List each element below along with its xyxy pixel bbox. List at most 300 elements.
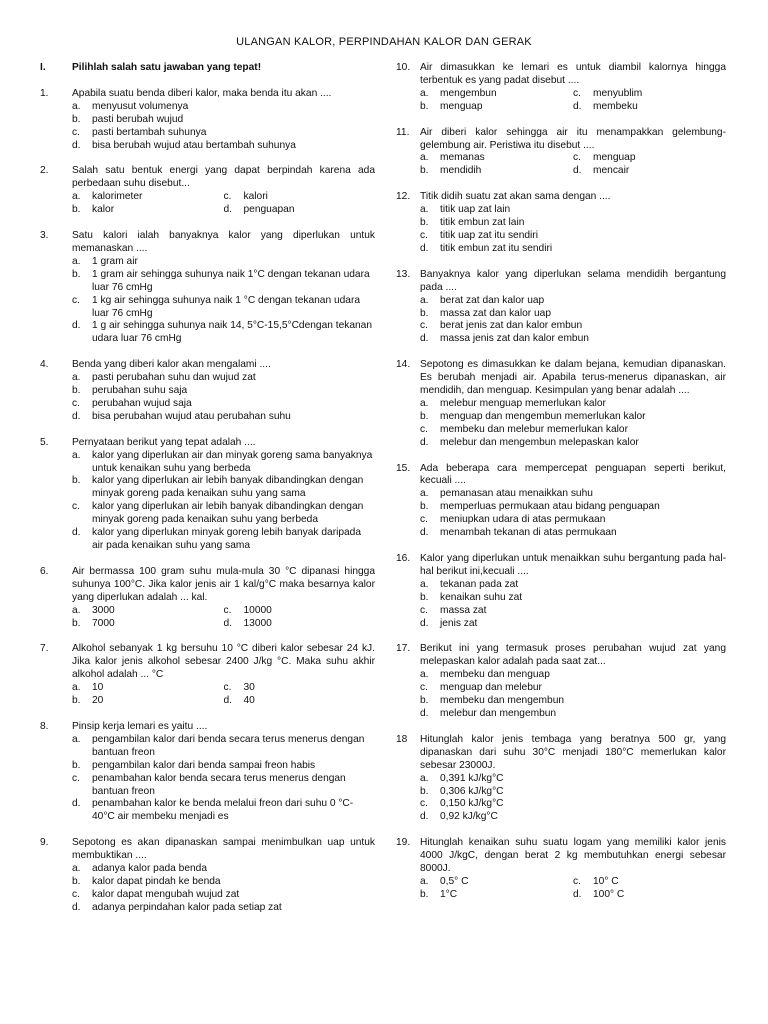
option-letter: c. — [223, 191, 232, 203]
option-list — [396, 295, 726, 347]
question — [40, 566, 375, 631]
right-question-list — [396, 62, 726, 902]
question-number: 7. — [40, 643, 49, 655]
option-letter: d. — [72, 320, 81, 332]
option — [420, 695, 726, 708]
question-number: 9. — [40, 837, 49, 849]
question — [396, 269, 726, 346]
question-row — [40, 721, 375, 734]
option-row — [72, 605, 375, 618]
question — [396, 837, 726, 902]
option-list — [40, 734, 375, 824]
option — [573, 101, 726, 114]
option-text: kalori — [243, 191, 268, 203]
question — [40, 88, 375, 153]
question-text: Banyaknya kalor yang diperlukan selama mendidih bergantung pada .... — [420, 268, 726, 293]
question-row — [396, 837, 726, 876]
option-letter: a. — [420, 294, 429, 306]
option — [420, 488, 726, 501]
option-text: 1 gram air sehingga suhunya naik 1°C dengan tekanan udara luar 76 cmHg — [92, 268, 370, 293]
option-text: kalor yang diperlukan air lebih banyak dibandingkan dengan minyak goreng pada kenaikan suhu yang berbeda — [92, 501, 364, 526]
option — [72, 269, 375, 295]
question — [396, 62, 726, 114]
option-letter: b. — [420, 307, 429, 319]
question — [40, 643, 375, 708]
option — [420, 424, 726, 437]
option-letter: c. — [72, 397, 80, 409]
question-row — [40, 837, 375, 863]
option-text: berat jenis zat dan kalor embun — [440, 320, 583, 332]
option-text: 10° C — [593, 875, 619, 887]
option-letter: d. — [223, 695, 232, 707]
option-text: 0,391 kJ/kg°C — [440, 772, 504, 784]
option — [573, 152, 726, 165]
option-text: menguap — [440, 100, 483, 112]
option-letter: a. — [72, 733, 81, 745]
option-letter: d. — [223, 617, 232, 629]
option-letter: d. — [72, 798, 81, 810]
option — [573, 889, 726, 902]
option-text: 40 — [243, 695, 255, 707]
option-letter: c. — [223, 682, 232, 694]
option-list — [40, 863, 375, 915]
option-text: menguap dan mengembun memerlukan kalor — [440, 410, 646, 422]
option-text: melebur menguap memerlukan kalor — [440, 397, 606, 409]
option-letter: c. — [420, 514, 428, 526]
question-row — [396, 191, 726, 204]
option-letter: b. — [420, 695, 429, 707]
option-letter: b. — [420, 501, 429, 513]
option-text: meniupkan udara di atas permukaan — [440, 514, 606, 526]
option — [420, 811, 726, 824]
option-letter: b. — [420, 591, 429, 603]
option-letter: c. — [573, 87, 581, 99]
option-letter: d. — [72, 901, 81, 913]
option-text: membeku dan menguap — [440, 669, 550, 681]
question-row — [40, 165, 375, 191]
option-letter: d. — [223, 204, 232, 216]
option-letter: b. — [420, 410, 429, 422]
option-text: 0,150 kJ/kg°C — [440, 798, 504, 810]
left-column — [40, 62, 375, 928]
option — [72, 385, 375, 398]
option-text: perubahan wujud saja — [92, 397, 192, 409]
option — [420, 592, 726, 605]
option — [72, 773, 375, 799]
option-text: kalor dapat mengubah wujud zat — [92, 888, 240, 900]
option-letter: c. — [223, 604, 232, 616]
option — [224, 191, 376, 204]
option — [420, 514, 726, 527]
question-text: Salah satu bentuk energi yang dapat berpindah karena ada perbedaan suhu disebut... — [72, 165, 375, 190]
option-text: 0,306 kJ/kg°C — [440, 785, 504, 797]
option — [420, 618, 726, 631]
option-text: kalorimeter — [92, 191, 143, 203]
option — [420, 889, 573, 902]
instruction-number: I. — [40, 62, 46, 73]
option-list — [40, 682, 375, 708]
option-row — [72, 618, 375, 631]
option-letter: d. — [72, 139, 81, 151]
option-list — [396, 773, 726, 825]
question — [40, 165, 375, 217]
option — [224, 618, 376, 631]
question-row — [396, 463, 726, 489]
option-letter: b. — [72, 759, 81, 771]
option — [420, 204, 726, 217]
option-letter: a. — [72, 255, 81, 267]
question — [396, 463, 726, 540]
option-list — [40, 372, 375, 424]
option — [72, 605, 224, 618]
option-text: mencair — [593, 165, 630, 177]
option — [72, 450, 375, 476]
option — [224, 682, 376, 695]
option — [420, 165, 573, 178]
option-text: 10 — [92, 682, 104, 694]
question-text: Benda yang diberi kalor akan mengalami .... — [72, 359, 271, 371]
option-letter: a. — [420, 875, 429, 887]
option-text: massa zat — [440, 604, 487, 616]
option-text: titik embun zat itu sendiri — [440, 242, 553, 254]
option-letter: b. — [420, 217, 429, 229]
option-letter: c. — [420, 229, 428, 241]
option — [420, 876, 573, 889]
option — [573, 165, 726, 178]
option-letter: a. — [72, 191, 81, 203]
question-text: Apabila suatu benda diberi kalor, maka benda itu akan .... — [72, 87, 332, 99]
option — [72, 863, 375, 876]
question-number: 10. — [396, 62, 411, 73]
option-text: massa jenis zat dan kalor embun — [440, 333, 589, 345]
option — [420, 527, 726, 540]
option-letter: b. — [72, 268, 81, 280]
question-row — [396, 359, 726, 398]
option-letter: c. — [72, 294, 80, 306]
option — [420, 501, 726, 514]
option-text: melebur dan mengembun melepaskan kalor — [440, 436, 639, 448]
question-number: 11. — [396, 126, 410, 138]
option — [72, 191, 224, 204]
option-letter: d. — [573, 165, 582, 177]
option — [420, 320, 726, 333]
option — [72, 682, 224, 695]
option-letter: a. — [72, 682, 81, 694]
option — [72, 695, 224, 708]
option-text: menguap — [593, 152, 636, 164]
instruction — [40, 62, 375, 75]
option-letter: d. — [420, 333, 429, 345]
question-row — [40, 88, 375, 101]
option-text: 7000 — [92, 617, 115, 629]
question — [396, 643, 726, 720]
question-text: Titik didih suatu zat akan sama dengan .... — [420, 191, 611, 203]
option-list — [396, 579, 726, 631]
option-text: 1 gram air — [92, 255, 138, 267]
option-letter: b. — [420, 888, 429, 900]
option-letter: c. — [420, 682, 428, 694]
option — [420, 101, 573, 114]
question-row — [40, 437, 375, 450]
option-row — [420, 101, 726, 114]
option — [224, 605, 376, 618]
option-letter: c. — [573, 152, 581, 164]
option-letter: a. — [420, 488, 429, 500]
option-letter: b. — [72, 695, 81, 707]
option-text: 0,92 kJ/kg°C — [440, 811, 498, 823]
option-text: titik uap zat itu sendiri — [440, 229, 538, 241]
option-row — [420, 876, 726, 889]
option-text: 1 kg air sehingga suhunya naik 1 °C dengan tekanan udara luar 76 cmHg — [92, 294, 361, 319]
question-row — [396, 643, 726, 669]
option — [420, 398, 726, 411]
option — [420, 217, 726, 230]
option — [72, 760, 375, 773]
option-list — [40, 191, 375, 217]
question — [40, 437, 375, 553]
page-title: ULANGAN KALOR, PERPINDAHAN KALOR DAN GERAK — [236, 36, 532, 48]
question-row — [40, 566, 375, 605]
question-row — [396, 127, 726, 153]
option-text: menyusut volumenya — [92, 100, 189, 112]
option-text: kenaikan suhu zat — [440, 591, 523, 603]
option-text: kalor dapat pindah ke benda — [92, 875, 221, 887]
option-text: pasti berubah wujud — [92, 113, 184, 125]
question — [40, 721, 375, 824]
option-letter: c. — [420, 604, 428, 616]
question — [396, 127, 726, 179]
option — [72, 256, 375, 269]
question-number: 1. — [40, 87, 49, 99]
option — [420, 773, 726, 786]
option — [72, 295, 375, 321]
option-text: 13000 — [243, 617, 272, 629]
option — [420, 682, 726, 695]
option-text: 1 g air sehingga suhunya naik 14, 5°C-15,5°Cdengan tekanan udara luar 76 cmHg — [92, 320, 373, 345]
option-text: penambahan kalor benda secara terus menerus dengan bantuan freon — [92, 772, 346, 797]
option — [72, 876, 375, 889]
option-text: membeku — [593, 100, 638, 112]
option-list — [40, 256, 375, 346]
option-list — [396, 152, 726, 178]
option — [420, 437, 726, 450]
option-text: berat zat dan kalor uap — [440, 294, 545, 306]
option-letter: a. — [72, 604, 81, 616]
question-text: Sepotong es akan dipanaskan sampai menimbulkan uap untuk membuktikan .... — [72, 837, 375, 862]
option-text: adanya kalor pada benda — [92, 863, 207, 875]
option-letter: d. — [72, 527, 81, 539]
left-question-list — [40, 88, 375, 915]
question-row — [40, 230, 375, 256]
option-row — [420, 889, 726, 902]
option-text: menguap dan melebur — [440, 682, 542, 694]
option-letter: d. — [72, 410, 81, 422]
option-list — [396, 669, 726, 721]
option-letter: c. — [573, 875, 581, 887]
option-letter: c. — [420, 320, 428, 332]
option-text: pemanasan atau menaikkan suhu — [440, 488, 593, 500]
option-letter: a. — [420, 772, 429, 784]
option-text: 30 — [243, 682, 255, 694]
option-row — [72, 204, 375, 217]
option-letter: c. — [420, 798, 428, 810]
question-number: 8. — [40, 720, 49, 732]
option-text: penguapan — [243, 204, 295, 216]
option — [72, 889, 375, 902]
option — [420, 88, 573, 101]
option-text: adanya perpindahan kalor pada setiap zat — [92, 901, 282, 913]
option — [420, 786, 726, 799]
question-row — [396, 62, 726, 88]
option-letter: a. — [72, 100, 81, 112]
question-text: Kalor yang diperlukan untuk menaikkan suhu bergantung pada hal-hal berikut ini,kecuali .... — [420, 553, 726, 577]
option — [420, 230, 726, 243]
option-text: 3000 — [92, 604, 115, 616]
option-list — [396, 88, 726, 114]
option-row — [420, 152, 726, 165]
option-letter: d. — [420, 707, 429, 719]
option — [72, 372, 375, 385]
question-number: 3. — [40, 230, 49, 242]
option-letter: a. — [420, 669, 429, 681]
option-text: 20 — [92, 695, 104, 707]
option-text: mendidih — [440, 165, 482, 177]
option-text: menyublim — [593, 87, 643, 99]
option-letter: a. — [420, 87, 429, 99]
option-text: 100° C — [593, 888, 625, 900]
option-letter: b. — [72, 204, 81, 216]
option — [420, 152, 573, 165]
option — [420, 308, 726, 321]
option-letter: a. — [72, 449, 81, 461]
question-number: 2. — [40, 165, 49, 177]
question-number: 17. — [396, 643, 411, 655]
option-letter: b. — [72, 617, 81, 629]
question — [40, 359, 375, 424]
option-list — [396, 488, 726, 540]
option-text: membeku dan melebur memerlukan kalor — [440, 423, 628, 435]
option-text: bisa berubah wujud atau bertambah suhunya — [92, 139, 296, 151]
question-row — [40, 359, 375, 372]
option-letter: c. — [72, 501, 80, 513]
option-letter: b. — [72, 475, 81, 487]
question — [396, 359, 726, 449]
option-letter: c. — [420, 423, 428, 435]
option-list — [396, 204, 726, 256]
question-text: Hitunglah kalor jenis tembaga yang beratnya 500 gr, yang dipanaskan dari suhu 30°C menjadi 180°C memerlukan kalor sebesar 23000J. — [420, 733, 726, 771]
question-text: Air bermassa 100 gram suhu mula-mula 30 °C dipanasi hingga suhunya 100°C. Jika kalor jenis air 1 kal/g°C maka besarnya kalor yang diperlukan adalah ... kal. — [72, 565, 375, 603]
option-list — [40, 450, 375, 553]
question-number: 6. — [40, 565, 49, 577]
question-row — [396, 734, 726, 773]
option — [224, 695, 376, 708]
question-number: 18 — [396, 733, 408, 745]
option — [72, 902, 375, 915]
question-row — [40, 643, 375, 682]
question — [40, 230, 375, 346]
option — [72, 101, 375, 114]
option-text: kalor yang diperlukan air lebih banyak dibandingkan dengan minyak goreng pada kenaikan suhu yang sama — [92, 475, 364, 500]
option — [420, 669, 726, 682]
option — [72, 140, 375, 153]
option — [72, 320, 375, 346]
question — [396, 553, 726, 630]
option-text: melebur dan mengembun — [440, 707, 557, 719]
option-text: kalor yang diperlukan minyak goreng lebih banyak daripada air pada kenaikan suhu yang sama — [92, 527, 362, 551]
question — [40, 837, 375, 914]
question-number: 14. — [396, 359, 411, 371]
option-text: titik embun zat lain — [440, 217, 525, 229]
question-number: 19. — [396, 837, 411, 849]
option-letter: b. — [420, 100, 429, 112]
option-letter: c. — [72, 126, 80, 138]
option — [72, 475, 375, 501]
question — [396, 191, 726, 256]
option-list — [40, 101, 375, 153]
option-letter: a. — [420, 397, 429, 409]
option-letter: d. — [420, 242, 429, 254]
option — [72, 398, 375, 411]
question-text: Berikut ini yang termasuk proses perubahan wujud zat yang melepaskan kalor adalah pada saat zat... — [420, 643, 726, 668]
question-text: Satu kalori ialah banyaknya kalor yang diperlukan untuk memanaskan .... — [72, 230, 375, 254]
option-letter: d. — [420, 436, 429, 448]
option-text: kalor — [92, 204, 115, 216]
option-text: bisa perubahan wujud atau perubahan suhu — [92, 410, 291, 422]
option — [420, 798, 726, 811]
option-text: memanas — [440, 152, 485, 164]
question-text: Pinsip kerja lemari es yaitu .... — [72, 720, 208, 732]
option-text: penambahan kalor ke benda melalui freon dari suhu 0 °C-40°C air membeku menjadi es — [92, 798, 354, 823]
option-text: pengambilan kalor dari benda sampai freon habis — [92, 759, 316, 771]
option-letter: d. — [573, 100, 582, 112]
option-text: mengembun — [440, 87, 497, 99]
option — [72, 204, 224, 217]
option-text: kalor yang diperlukan air dan minyak goreng sama banyaknya untuk kenaikan suhu yang berbeda — [92, 449, 373, 474]
option-row — [72, 191, 375, 204]
option-list — [396, 876, 726, 902]
option — [420, 411, 726, 424]
option-list — [40, 605, 375, 631]
option-row — [72, 695, 375, 708]
question-text: Air diberi kalor sehingga air itu menampakkan gelembung-gelembung air. Peristiwa itu disebut .... — [420, 126, 726, 151]
option — [573, 88, 726, 101]
option-letter: a. — [420, 578, 429, 590]
question-text: Hitunglah kenaikan suhu suatu logam yang memiliki kalor jenis 4000 J/kgC, dengan berat 2 kg membutuhkan energi sebesar 8000J. — [420, 837, 726, 875]
question-number: 16. — [396, 553, 411, 564]
option — [72, 501, 375, 527]
option-text: massa zat dan kalor uap — [440, 307, 551, 319]
option-letter: b. — [420, 165, 429, 177]
question-text: Pernyataan berikut yang tepat adalah .... — [72, 436, 256, 448]
question-text: Sepotong es dimasukkan ke dalam bejana, kemudian dipanaskan. Es berubah menjadi air. Apabila terus-menerus dipanaskan, air mendidih, dan menguap. Kesimpulan yang benar adalah .... — [420, 359, 726, 397]
option-row — [72, 682, 375, 695]
option-text: tekanan pada zat — [440, 578, 519, 590]
question-text: Alkohol sebanyak 1 kg bersuhu 10 °C diberi kalor sebesar 24 kJ. Jika kalor jenis alkohol sebesar 2400 J/kg °C. Maka suhu akhir alkohol adalah ... °C — [72, 643, 375, 681]
option-row — [420, 165, 726, 178]
option — [420, 295, 726, 308]
option-text: titik uap zat lain — [440, 204, 511, 216]
option-text: perubahan suhu saja — [92, 385, 188, 397]
option-letter: c. — [72, 888, 80, 900]
option-letter: b. — [72, 875, 81, 887]
option-row — [420, 88, 726, 101]
option-text: pasti bertambah suhunya — [92, 126, 207, 138]
question-number: 5. — [40, 436, 49, 448]
option — [420, 579, 726, 592]
question-number: 15. — [396, 462, 411, 474]
option-letter: d. — [420, 527, 429, 539]
option-letter: b. — [72, 113, 81, 125]
